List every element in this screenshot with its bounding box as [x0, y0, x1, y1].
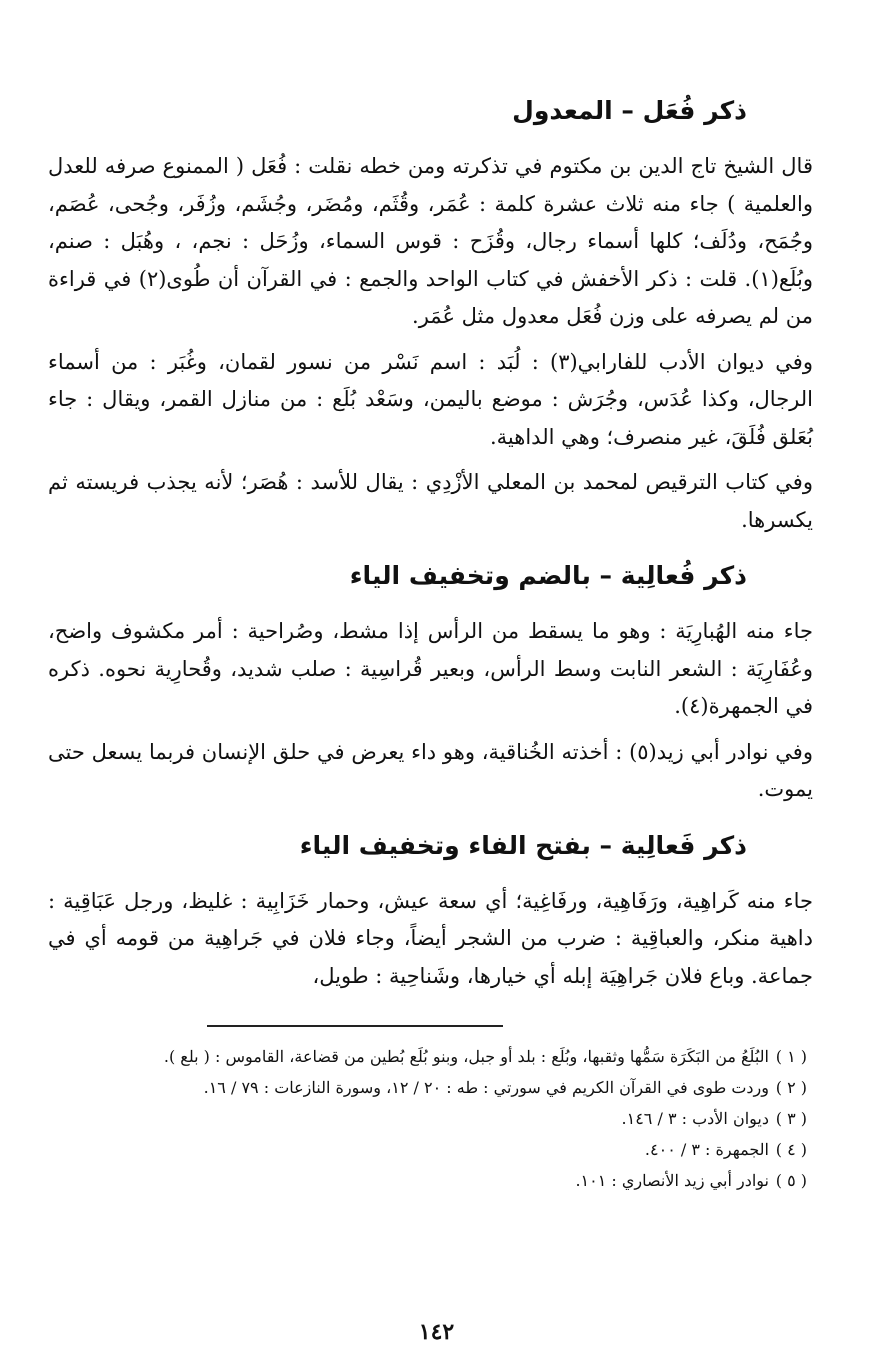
section-faAliya-fath — [48, 817, 813, 996]
footnote-number: ( ١ ) — [775, 1047, 807, 1066]
paragraph: وفي ديوان الأدب للفارابي(٣) : لُبَد : اسم نَسْر من نسور لقمان، وغُبَر : من أسماء الرجال، وكذا عُدَس، وجُرَش : موضع باليمن، وسَعْد بُلَع : من منازل القمر، ويقال : جاء بُعَلق فُلَقَ، غير منصرف؛ وهي الداهية. — [48, 349, 813, 449]
footnote — [48, 1103, 807, 1134]
section-heading: ذكر فُعالِية – بالضم وتخفيف الياء — [349, 561, 747, 590]
footnote — [48, 1041, 807, 1072]
section-heading: ذكر فُعَل – المعدول — [512, 96, 747, 125]
footnote-number: ( ٥ ) — [775, 1171, 807, 1190]
section-fuAl-madul — [48, 82, 813, 539]
paragraph: جاء منه الهُبارِيَة : وهو ما يسقط من الرأس إذا مشط، وصُراحية : أمر مكشوف واضح، وعُفَارِيَة : الشعر النابت وسط الرأس، وبعير قُراسِية : صلب شديد، وقُحارِية نحوه. ذكره في الجمهرة(٤). — [48, 619, 813, 718]
footnote-number: ( ٢ ) — [775, 1078, 807, 1097]
section-heading: ذكر فَعالِية – بفتح الفاء وتخفيف الياء — [299, 830, 747, 860]
footnotes — [48, 1041, 813, 1196]
page-number: ١٤٢ — [418, 1319, 455, 1345]
paragraph: جاء منه كَراهِية، ورَفَاهِية، ورفَاغِية؛ أي سعة عيش، وحمار خَزَابِية : غليظ، ورجل عَبَاقِية : داهية منكر، والعباقِية : ضرب من الشجر أيضاً، وجاء فلان في جَراهِية من قومه أي في جماعة. وباع فلان جَراهِيَة إبله أي خيارها، وشَناحِية : طويل، — [48, 888, 813, 988]
footnote-number: ( ٣ ) — [775, 1109, 807, 1128]
footnote-text: نوادر أبي زيد الأنصاري : ١٠١. — [575, 1171, 769, 1190]
paragraph: وفي كتاب الترقيص لمحمد بن المعلي الأزْدِي : يقال للأسد : هُصَر؛ لأنه يجذب فريسته ثم يكسرها. — [48, 470, 813, 532]
paragraph: وفي نوادر أبي زيد(٥) : أخذته الخُناقية، وهو داء يعرض في حلق الإنسان فربما يسعل حتى يموت. — [48, 739, 813, 801]
footnote — [48, 1072, 807, 1103]
footnote-number: ( ٤ ) — [775, 1140, 807, 1159]
footnote-divider — [207, 1025, 503, 1027]
footnote-text: وردت طوى في القرآن الكريم في سورتي : طه : ٢٠ / ١٢، وسورة النازعات : ٧٩ / ١٦. — [203, 1078, 769, 1097]
footnote-text: ديوان الأدب : ٣ / ١٤٦. — [621, 1109, 769, 1128]
footnote — [48, 1134, 807, 1165]
footnote — [48, 1165, 807, 1196]
paragraph: قال الشيخ تاج الدين بن مكتوم في تذكرته ومن خطه نقلت : فُعَل ( الممنوع صرفه للعدل والعلمية ) جاء منه ثلاث عشرة كلمة : عُمَر، وقُثَم، ومُضَر، وجُشَم، وزُفَر، وجُحى، عُصَم، وجُمَح، ودُلَف؛ كلها أسماء رجال، وقُزَح : قوس السماء، وزُحَل : نجم، ، وهُبَل : صنم، وبُلَع(١). قلت : ذكر الأخفش في كتاب الواحد والجمع : في القرآن أن طُوى(٢) في قراءة من لم يصرفه على وزن فُعَل معدول مثل عُمَر. — [48, 154, 813, 328]
footnote-divider-wrap — [48, 1003, 813, 1041]
footnote-text: الجمهرة : ٣ / ٤٠٠. — [644, 1140, 769, 1159]
section-fuAliya-damm — [48, 547, 813, 809]
footnote-text: البُلَعُ من البَكَرَة سَمُّها وثقبها، وبُلَع : بلد أو جبل، وبنو بُلَع بُطين من قضاعة، القاموس : ( بلع ). — [163, 1047, 769, 1066]
